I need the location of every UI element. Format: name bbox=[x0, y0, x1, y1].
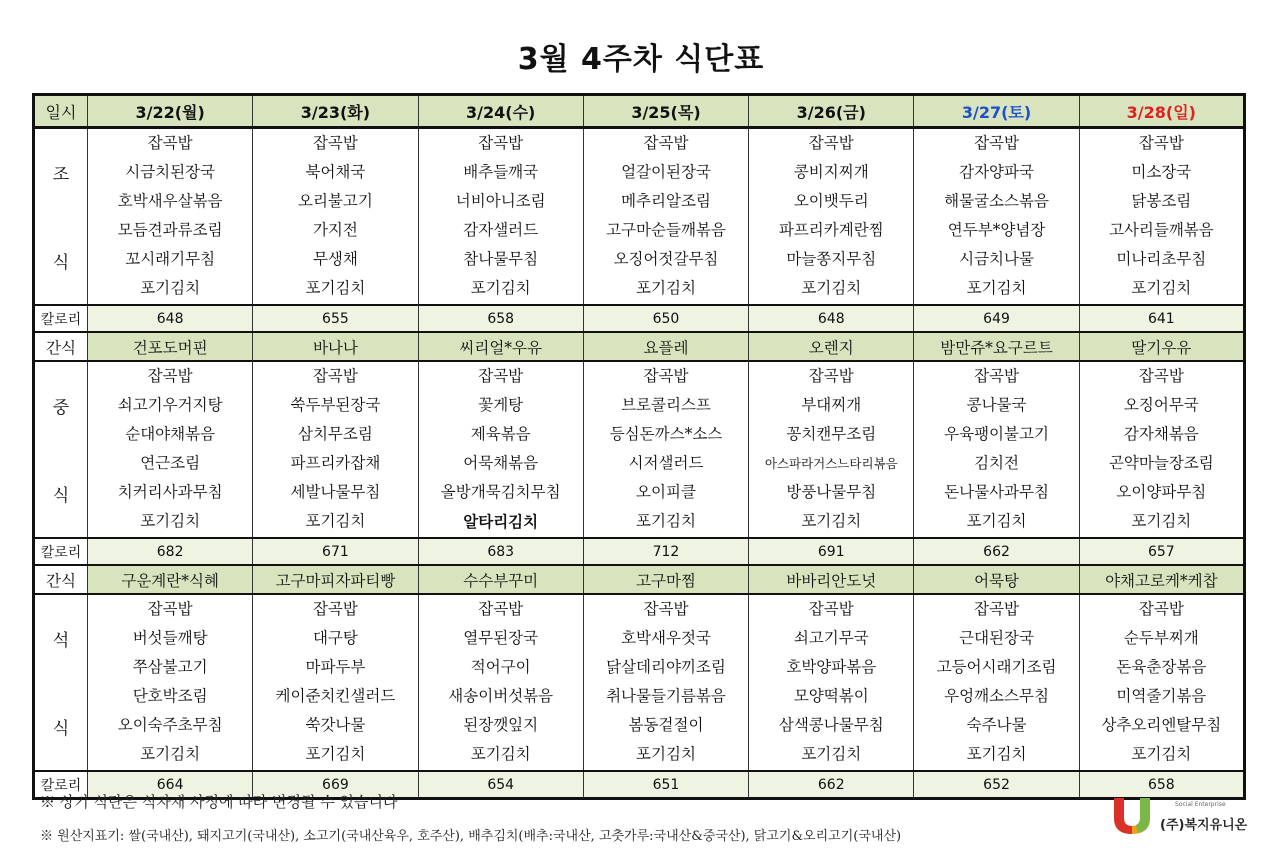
dish-item: 쑥갓나물 bbox=[305, 716, 366, 734]
dish-item: 포기김치 bbox=[636, 279, 696, 297]
dish-item: 연두부*양념장 bbox=[947, 221, 1046, 239]
dish-item: 대구탕 bbox=[312, 629, 358, 647]
dish-item: 꼬시래기무침 bbox=[125, 250, 216, 268]
dish-item: 단호박조림 bbox=[132, 687, 208, 705]
breakfast-day-cell bbox=[914, 128, 1079, 306]
dinner-day-cell bbox=[583, 594, 748, 771]
dish-item: 쑥두부된장국 bbox=[290, 396, 381, 414]
dish-item: 잡곡밥 bbox=[478, 600, 524, 618]
snack-item: 고구마찜 bbox=[583, 565, 748, 594]
calorie-value: 683 bbox=[418, 538, 583, 565]
dish-item: 올방개묵김치무침 bbox=[440, 483, 561, 501]
dish-item: 오이양파무침 bbox=[1116, 483, 1207, 501]
dish-item: 너비아니조림 bbox=[455, 192, 546, 210]
dish-item: 삼색콩나물무침 bbox=[778, 716, 884, 734]
dish-item: 버섯들깨탕 bbox=[132, 629, 208, 647]
calorie-value: 641 bbox=[1079, 305, 1244, 332]
dish-item: 우육팽이불고기 bbox=[944, 425, 1049, 443]
dish-item: 방풍나물무침 bbox=[786, 483, 877, 501]
page-title: 3월 4주차 식단표 bbox=[517, 42, 765, 77]
dish-item: 호박새우젓국 bbox=[621, 629, 711, 647]
dish-item: 잡곡밥 bbox=[147, 367, 193, 385]
dish-item: 참나물무침 bbox=[463, 250, 539, 268]
dish-item: 호박새우살볶음 bbox=[117, 192, 223, 210]
dish-item: 닭봉조림 bbox=[1131, 192, 1192, 210]
dish-item: 꽁치캔무조림 bbox=[786, 425, 877, 443]
day-header: 3/25(목) bbox=[583, 95, 748, 128]
dish-item: 무생채 bbox=[312, 250, 358, 268]
dish-item: 잡곡밥 bbox=[312, 134, 358, 152]
lunch-day-cell bbox=[583, 361, 748, 538]
dinner-day-cell bbox=[1079, 594, 1244, 771]
dish-item: 배추들깨국 bbox=[463, 163, 539, 181]
calorie-value: 648 bbox=[749, 305, 914, 332]
dish-item: 고사리들깨볶음 bbox=[1108, 221, 1214, 239]
dish-item: 콩나물국 bbox=[966, 396, 1027, 414]
dish-item: 감자채볶음 bbox=[1123, 425, 1199, 443]
dish-item: 모듬견과류조림 bbox=[117, 221, 223, 239]
calorie-label: 칼로리 bbox=[34, 305, 88, 332]
dish-item: 포기김치 bbox=[470, 279, 531, 297]
dish-item: 감자샐러드 bbox=[463, 221, 539, 239]
calorie-value: 662 bbox=[749, 771, 914, 799]
dish-item: 알타리김치 bbox=[463, 512, 539, 531]
dish-item: 포기김치 bbox=[801, 745, 862, 763]
day-header: 3/23(화) bbox=[253, 95, 418, 128]
calorie-value: 662 bbox=[914, 538, 1079, 565]
dish-item: 가지전 bbox=[312, 221, 358, 239]
lunch-row bbox=[34, 361, 1245, 538]
calorie-value: 649 bbox=[914, 305, 1079, 332]
breakfast-row bbox=[34, 128, 1245, 306]
dish-item: 근대된장국 bbox=[959, 629, 1034, 647]
dinner-day-cell bbox=[88, 594, 253, 771]
snack-item: 오렌지 bbox=[749, 332, 914, 361]
dish-item: 잡곡밥 bbox=[478, 367, 524, 385]
dish-item: 잡곡밥 bbox=[808, 134, 854, 152]
dinner-label: 석 식 bbox=[34, 594, 88, 771]
snack-label: 간식 bbox=[34, 565, 88, 594]
dish-item: 마파두부 bbox=[305, 658, 366, 676]
snack-item: 수수부꾸미 bbox=[418, 565, 583, 594]
dish-item: 잡곡밥 bbox=[312, 600, 358, 618]
menu-table bbox=[32, 93, 1246, 800]
dinner-day-cell bbox=[253, 594, 418, 771]
dish-item: 포기김치 bbox=[636, 745, 696, 763]
snack-row-2 bbox=[34, 565, 1245, 594]
dish-item: 돈육춘장볶음 bbox=[1116, 658, 1207, 676]
dish-item: 제육볶음 bbox=[470, 425, 531, 443]
dish-item: 감자양파국 bbox=[959, 163, 1034, 181]
dish-item: 오이피클 bbox=[636, 483, 696, 501]
breakfast-day-cell bbox=[583, 128, 748, 306]
snack-item: 요플레 bbox=[583, 332, 748, 361]
calorie-value: 648 bbox=[88, 305, 253, 332]
breakfast-day-cell bbox=[253, 128, 418, 306]
lunch-day-cell bbox=[749, 361, 914, 538]
dish-item: 호박양파볶음 bbox=[786, 658, 877, 676]
dish-item: 포기김치 bbox=[140, 512, 201, 530]
snack-row-1 bbox=[34, 332, 1245, 361]
breakfast-calorie-row bbox=[34, 305, 1245, 332]
calorie-value: 657 bbox=[1079, 538, 1244, 565]
snack-item: 고구마피자파티빵 bbox=[253, 565, 418, 594]
dish-item: 오징어젓갈무침 bbox=[613, 250, 719, 268]
dish-item: 아스파라거스느타리볶음 bbox=[764, 456, 898, 471]
date-label: 일시 bbox=[34, 95, 88, 128]
dish-item: 고등어시래기조림 bbox=[936, 658, 1057, 676]
dinner-day-cell bbox=[749, 594, 914, 771]
dish-item: 쇠고기무국 bbox=[793, 629, 869, 647]
dish-item: 잡곡밥 bbox=[147, 134, 193, 152]
dish-item: 잡곡밥 bbox=[147, 600, 193, 618]
lunch-day-cell bbox=[914, 361, 1079, 538]
dish-item: 포기김치 bbox=[1131, 745, 1192, 763]
lunch-label: 중 식 bbox=[34, 361, 88, 538]
dinner-day-cell bbox=[914, 594, 1079, 771]
dish-item: 부대찌개 bbox=[801, 396, 862, 414]
dish-item: 잡곡밥 bbox=[312, 367, 358, 385]
dish-item: 얼갈이된장국 bbox=[621, 163, 711, 181]
snack-item: 밤만쥬*요구르트 bbox=[914, 332, 1079, 361]
calorie-value: 658 bbox=[1079, 771, 1244, 799]
calorie-value: 654 bbox=[418, 771, 583, 799]
day-header: 3/24(수) bbox=[418, 95, 583, 128]
dish-item: 삼치무조림 bbox=[297, 425, 373, 443]
dish-item: 우엉깨소스무침 bbox=[944, 687, 1049, 705]
dish-item: 잡곡밥 bbox=[643, 134, 689, 152]
calorie-value: 664 bbox=[88, 771, 253, 799]
calorie-value: 658 bbox=[418, 305, 583, 332]
dish-item: 오징어무국 bbox=[1123, 396, 1199, 414]
day-header-sunday: 3/28(일) bbox=[1079, 95, 1244, 128]
dish-item: 시금치된장국 bbox=[125, 163, 216, 181]
dish-item: 포기김치 bbox=[140, 745, 201, 763]
dish-item: 포기김치 bbox=[966, 512, 1027, 530]
dish-item: 파프리카계란찜 bbox=[778, 221, 884, 239]
dish-item: 미역줄기볶음 bbox=[1116, 687, 1207, 705]
lunch-day-cell bbox=[253, 361, 418, 538]
lunch-day-cell bbox=[1079, 361, 1244, 538]
calorie-value: 671 bbox=[253, 538, 418, 565]
dish-item: 포기김치 bbox=[966, 745, 1027, 763]
day-header: 3/26(금) bbox=[749, 95, 914, 128]
dish-item: 브로콜리스프 bbox=[621, 396, 711, 414]
dish-item: 치커리사과무침 bbox=[117, 483, 223, 501]
dish-item: 등심돈까스*소스 bbox=[609, 425, 723, 443]
logo-subtitle: Social Enterprise bbox=[1175, 801, 1226, 808]
snack-item: 바나나 bbox=[253, 332, 418, 361]
dish-item: 잡곡밥 bbox=[974, 367, 1019, 385]
dish-item: 취나물들기름볶음 bbox=[606, 687, 726, 705]
calorie-value: 712 bbox=[583, 538, 748, 565]
day-header-saturday: 3/27(토) bbox=[914, 95, 1079, 128]
dish-item: 어묵채볶음 bbox=[463, 454, 539, 472]
dish-item: 열무된장국 bbox=[463, 629, 539, 647]
dish-item: 북어채국 bbox=[305, 163, 366, 181]
dish-item: 쇠고기우거지탕 bbox=[117, 396, 223, 414]
snack-item: 씨리얼*우유 bbox=[418, 332, 583, 361]
calorie-label: 칼로리 bbox=[34, 538, 88, 565]
dish-item: 포기김치 bbox=[801, 512, 862, 530]
dish-item: 콩비지찌개 bbox=[793, 163, 869, 181]
snack-item: 바바리안도넛 bbox=[749, 565, 914, 594]
dish-item: 미소장국 bbox=[1131, 163, 1192, 181]
dish-item: 포기김치 bbox=[1131, 279, 1192, 297]
breakfast-label: 조 식 bbox=[34, 128, 88, 306]
dish-item: 곤약마늘장조림 bbox=[1108, 454, 1214, 472]
breakfast-day-cell bbox=[88, 128, 253, 306]
calorie-value: 650 bbox=[583, 305, 748, 332]
dish-item: 해물굴소스볶음 bbox=[944, 192, 1049, 210]
calorie-value: 655 bbox=[253, 305, 418, 332]
calorie-value: 652 bbox=[914, 771, 1079, 799]
dish-item: 포기김치 bbox=[140, 279, 201, 297]
dish-item: 순대야채볶음 bbox=[125, 425, 216, 443]
dish-item: 포기김치 bbox=[1131, 512, 1192, 530]
dish-item: 포기김치 bbox=[636, 512, 696, 530]
note-origin: ※ 원산지표기: 쌀(국내산), 돼지고기(국내산), 소고기(국내산육우, 호주산), 배추김치(배추:국내산, 고춧가루:국내산&중국산), 닭고기&오리고기(국내산) bbox=[40, 829, 902, 844]
dish-item: 오이뱃두리 bbox=[793, 192, 869, 210]
dish-item: 오이숙주초무침 bbox=[117, 716, 223, 734]
dish-item: 고구마순들깨볶음 bbox=[606, 221, 726, 239]
snack-item: 건포도머핀 bbox=[88, 332, 253, 361]
lunch-day-cell bbox=[418, 361, 583, 538]
note-change: ※ 상기 식단은 식자재 사정에 따라 변경될 수 있습니다 bbox=[40, 793, 398, 811]
dish-item: 김치전 bbox=[974, 454, 1019, 472]
snack-item: 구운계란*식혜 bbox=[88, 565, 253, 594]
snack-item: 딸기우유 bbox=[1079, 332, 1244, 361]
dish-item: 잡곡밥 bbox=[1138, 367, 1184, 385]
breakfast-day-cell bbox=[1079, 128, 1244, 306]
dish-item: 포기김치 bbox=[470, 745, 531, 763]
snack-item: 야채고로케*케찹 bbox=[1079, 565, 1244, 594]
dish-item: 포기김치 bbox=[305, 745, 366, 763]
dish-item: 메추리알조림 bbox=[621, 192, 711, 210]
dish-item: 시저샐러드 bbox=[628, 454, 704, 472]
dish-item: 케이준치킨샐러드 bbox=[275, 687, 396, 705]
calorie-value: 651 bbox=[583, 771, 748, 799]
calorie-label: 칼로리 bbox=[34, 771, 88, 799]
dish-item: 잡곡밥 bbox=[1138, 600, 1184, 618]
lunch-day-cell bbox=[88, 361, 253, 538]
day-header: 3/22(월) bbox=[88, 95, 253, 128]
dish-item: 잡곡밥 bbox=[478, 134, 524, 152]
dish-item: 포기김치 bbox=[305, 279, 366, 297]
snack-label: 간식 bbox=[34, 332, 88, 361]
dish-item: 포기김치 bbox=[966, 279, 1027, 297]
dish-item: 봄동겉절이 bbox=[628, 716, 704, 734]
dish-item: 시금치나물 bbox=[959, 250, 1034, 268]
dinner-day-cell bbox=[418, 594, 583, 771]
dish-item: 모양떡볶이 bbox=[793, 687, 869, 705]
dish-item: 잡곡밥 bbox=[1138, 134, 1184, 152]
breakfast-day-cell bbox=[749, 128, 914, 306]
dish-item: 잡곡밥 bbox=[643, 367, 689, 385]
dish-item: 닭살데리야끼조림 bbox=[606, 658, 726, 676]
calorie-value: 669 bbox=[253, 771, 418, 799]
dish-item: 잡곡밥 bbox=[808, 367, 854, 385]
dish-item: 쭈삼불고기 bbox=[132, 658, 208, 676]
dish-item: 파프리카잡채 bbox=[290, 454, 381, 472]
dish-item: 포기김치 bbox=[801, 279, 862, 297]
logo-name: (주)복지유니온 bbox=[1160, 818, 1248, 833]
dish-item: 상추오리엔탈무침 bbox=[1101, 716, 1222, 734]
dish-item: 미나리초무침 bbox=[1116, 250, 1207, 268]
dish-item: 된장깻잎지 bbox=[463, 716, 539, 734]
dinner-row bbox=[34, 594, 1245, 771]
dish-item: 마늘쫑지무침 bbox=[786, 250, 877, 268]
dish-item: 잡곡밥 bbox=[643, 600, 689, 618]
dish-item: 새송이버섯볶음 bbox=[448, 687, 554, 705]
dish-item: 돈나물사과무침 bbox=[944, 483, 1049, 501]
dish-item: 연근조림 bbox=[140, 454, 201, 472]
calorie-value: 682 bbox=[88, 538, 253, 565]
dish-item: 숙주나물 bbox=[966, 716, 1027, 734]
dish-item: 순두부찌개 bbox=[1123, 629, 1199, 647]
lunch-calorie-row bbox=[34, 538, 1245, 565]
dish-item: 포기김치 bbox=[305, 512, 366, 530]
calorie-value: 691 bbox=[749, 538, 914, 565]
dish-item: 잡곡밥 bbox=[808, 600, 854, 618]
dish-item: 잡곡밥 bbox=[974, 600, 1019, 618]
dish-item: 오리불고기 bbox=[297, 192, 373, 210]
breakfast-day-cell bbox=[418, 128, 583, 306]
dish-item: 잡곡밥 bbox=[974, 134, 1019, 152]
dish-item: 적어구이 bbox=[470, 658, 531, 676]
snack-item: 어묵탕 bbox=[914, 565, 1079, 594]
dish-item: 세발나물무침 bbox=[290, 483, 381, 501]
dish-item: 꽃게탕 bbox=[478, 396, 524, 414]
header-row bbox=[34, 95, 1245, 128]
